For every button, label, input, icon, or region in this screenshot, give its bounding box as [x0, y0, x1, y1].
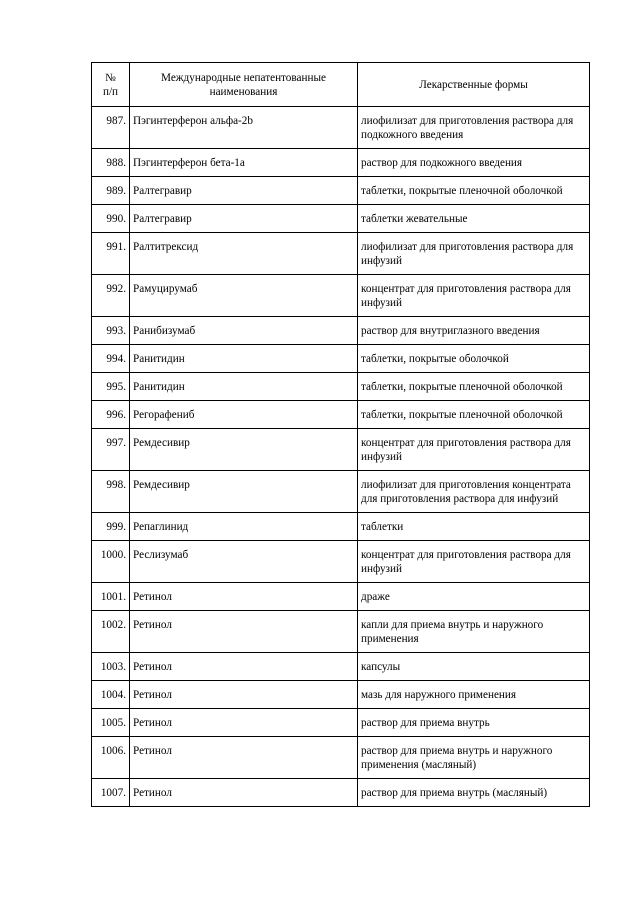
table-row: [92, 205, 590, 233]
row-number: 1006.: [92, 737, 130, 779]
drug-name: Ралтегравир: [130, 177, 358, 205]
row-number: 991.: [92, 233, 130, 275]
row-number: 1000.: [92, 541, 130, 583]
drug-table: [91, 62, 590, 807]
row-number: 1007.: [92, 779, 130, 807]
drug-name: Ралтегравир: [130, 205, 358, 233]
table-row: [92, 373, 590, 401]
row-number: 994.: [92, 345, 130, 373]
dosage-form: концентрат для приготовления раствора для инфузий: [358, 429, 590, 471]
table-row: [92, 401, 590, 429]
row-number: 1004.: [92, 681, 130, 709]
dosage-form: раствор для приема внутрь: [358, 709, 590, 737]
header-form: Лекарственные формы: [358, 63, 590, 107]
table-row: [92, 779, 590, 807]
header-number: № п/п: [92, 63, 130, 107]
drug-name: Реслизумаб: [130, 541, 358, 583]
drug-name: Ретинол: [130, 653, 358, 681]
header-name: Международные непатентованные наименования: [130, 63, 358, 107]
dosage-form: лиофилизат для приготовления раствора для инфузий: [358, 233, 590, 275]
dosage-form: раствор для приема внутрь и наружного применения (масляный): [358, 737, 590, 779]
table-row: [92, 275, 590, 317]
drug-name: Ремдесивир: [130, 429, 358, 471]
table-body: [92, 107, 590, 807]
table-row: [92, 513, 590, 541]
table-row: [92, 429, 590, 471]
table-header-row: [92, 63, 590, 107]
table-row: [92, 107, 590, 149]
table-row: [92, 345, 590, 373]
dosage-form: мазь для наружного применения: [358, 681, 590, 709]
row-number: 1005.: [92, 709, 130, 737]
drug-name: Ремдесивир: [130, 471, 358, 513]
dosage-form: капли для приема внутрь и наружного применения: [358, 611, 590, 653]
row-number: 988.: [92, 149, 130, 177]
row-number: 998.: [92, 471, 130, 513]
dosage-form: таблетки, покрытые пленочной оболочкой: [358, 177, 590, 205]
row-number: 989.: [92, 177, 130, 205]
row-number: 987.: [92, 107, 130, 149]
drug-name: Ретинол: [130, 709, 358, 737]
table-row: [92, 317, 590, 345]
row-number: 1001.: [92, 583, 130, 611]
drug-name: Пэгинтерферон альфа-2b: [130, 107, 358, 149]
table-row: [92, 149, 590, 177]
dosage-form: капсулы: [358, 653, 590, 681]
drug-name: Пэгинтерферон бета-1а: [130, 149, 358, 177]
row-number: 1003.: [92, 653, 130, 681]
dosage-form: таблетки, покрытые пленочной оболочкой: [358, 373, 590, 401]
table-row: [92, 177, 590, 205]
dosage-form: концентрат для приготовления раствора для инфузий: [358, 275, 590, 317]
drug-name: Ретинол: [130, 681, 358, 709]
table-row: [92, 583, 590, 611]
drug-name: Ралтитрексид: [130, 233, 358, 275]
row-number: 1002.: [92, 611, 130, 653]
table-row: [92, 471, 590, 513]
drug-name: Рамуцирумаб: [130, 275, 358, 317]
dosage-form: таблетки, покрытые пленочной оболочкой: [358, 401, 590, 429]
dosage-form: таблетки жевательные: [358, 205, 590, 233]
drug-name: Ретинол: [130, 611, 358, 653]
row-number: 993.: [92, 317, 130, 345]
table-row: [92, 233, 590, 275]
row-number: 999.: [92, 513, 130, 541]
drug-name: Ранитидин: [130, 373, 358, 401]
drug-name: Регорафениб: [130, 401, 358, 429]
dosage-form: раствор для приема внутрь (масляный): [358, 779, 590, 807]
row-number: 990.: [92, 205, 130, 233]
dosage-form: драже: [358, 583, 590, 611]
row-number: 997.: [92, 429, 130, 471]
row-number: 995.: [92, 373, 130, 401]
table-row: [92, 611, 590, 653]
dosage-form: таблетки: [358, 513, 590, 541]
table-row: [92, 737, 590, 779]
drug-name: Ретинол: [130, 737, 358, 779]
dosage-form: раствор для внутриглазного введения: [358, 317, 590, 345]
table-row: [92, 709, 590, 737]
drug-name: Ретинол: [130, 583, 358, 611]
dosage-form: лиофилизат для приготовления концентрата для приготовления раствора для инфузий: [358, 471, 590, 513]
dosage-form: раствор для подкожного введения: [358, 149, 590, 177]
dosage-form: лиофилизат для приготовления раствора для подкожного введения: [358, 107, 590, 149]
drug-name: Ранибизумаб: [130, 317, 358, 345]
table-row: [92, 681, 590, 709]
table-row: [92, 653, 590, 681]
row-number: 996.: [92, 401, 130, 429]
drug-name: Ранитидин: [130, 345, 358, 373]
dosage-form: таблетки, покрытые оболочкой: [358, 345, 590, 373]
table-row: [92, 541, 590, 583]
drug-name: Репаглинид: [130, 513, 358, 541]
dosage-form: концентрат для приготовления раствора для инфузий: [358, 541, 590, 583]
drug-name: Ретинол: [130, 779, 358, 807]
row-number: 992.: [92, 275, 130, 317]
